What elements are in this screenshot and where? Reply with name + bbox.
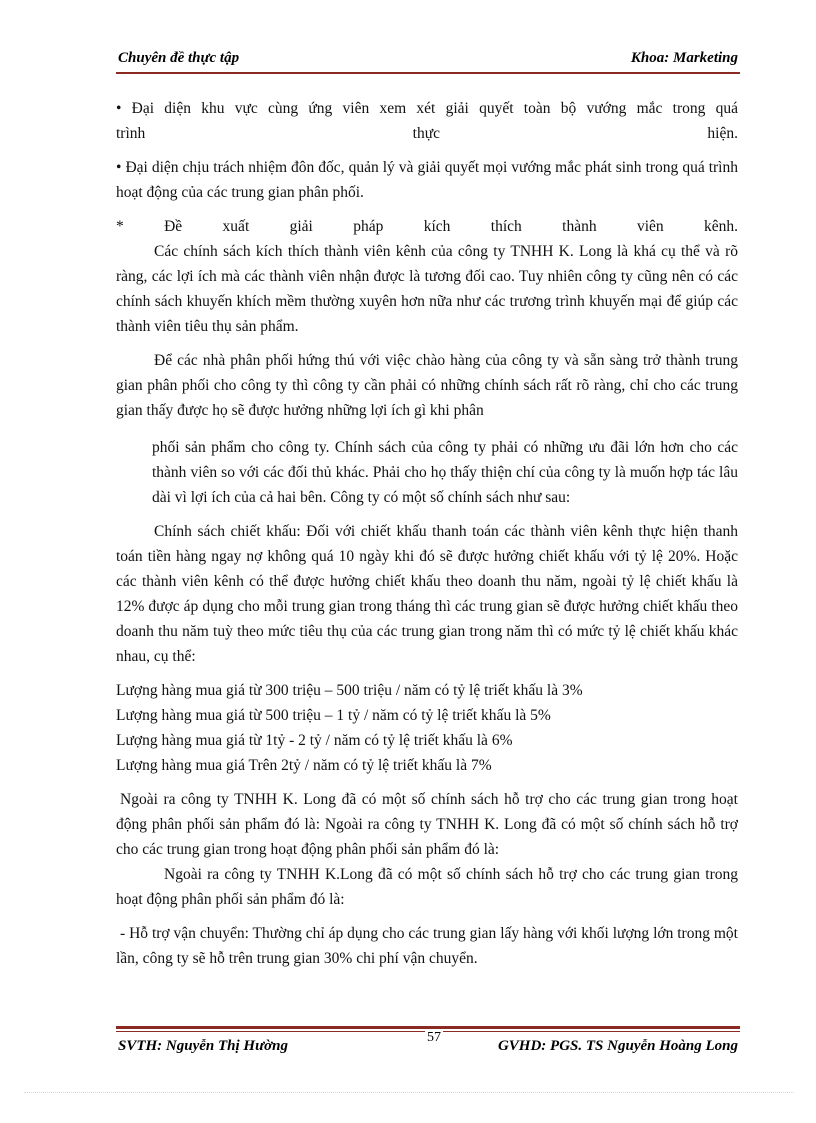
list-item: Lượng hàng mua giá từ 300 triệu – 500 triệu / năm có tỷ lệ triết khấu là 3% [116, 682, 583, 699]
page-bottom-divider [24, 1092, 794, 1093]
list-item: Lượng hàng mua giá từ 1tỷ - 2 tỷ / năm có tỷ lệ triết khấu là 6% [116, 732, 513, 749]
bullet-1-line-2: trình thực hiện. [116, 125, 738, 142]
list-item: Lượng hàng mua giá Trên 2tỷ / năm có tỷ lệ triết khấu là 7% [116, 757, 492, 774]
footer-student: SVTH: Nguyễn Thị Hường [118, 1038, 288, 1054]
section-heading: * Đề xuất giải pháp kích thích thành viên kênh. [116, 218, 738, 235]
bullet-2: • Đại diện chịu trách nhiệm đôn đốc, quản lý và giải quyết mọi vướng mắc phát sinh trong quá trình hoạt động của các trung gian phân phối. [116, 159, 738, 201]
bullet-1-line-1: • Đại diện khu vực cùng ứng viên xem xét giải quyết toàn bộ vướng mắc trong quá [116, 100, 738, 117]
footer-rule-thick [116, 1026, 740, 1029]
paragraph-5: Ngoài ra công ty TNHH K. Long đã có một số chính sách hỗ trợ cho các trung gian trong hoạt động phân phối sản phẩm đó là: Ngoài ra công ty TNHH K. Long đã có một số chính sách hỗ trợ cho các trung gian trong hoạt động phân phối sản phẩm đó là: [116, 791, 738, 858]
paragraph-4: Chính sách chiết khấu: Đối với chiết khấu thanh toán các thành viên kênh thực hiện thanh toán tiền hàng ngay nợ không quá 10 ngày khi đó sẽ được hưởng chiết khấu với tỷ lệ 20%. Hoặc các thành viên kênh có thể được hưởng chiết khấu theo doanh thu năm, ngoài tỷ lệ chiết khấu là 12% được áp dụng cho mỗi trung gian trong tháng thì các trung gian sẽ được hưởng chiết khấu theo doanh thu năm tuỳ theo mức tiêu thụ của các trung gian trong năm thì có mức tỷ lệ chiết khấu khác nhau, cụ thể: [116, 523, 738, 665]
page-number: 57 [427, 1030, 441, 1045]
paragraph-6: Ngoài ra công ty TNHH K.Long đã có một số chính sách hỗ trợ cho các trung gian trong hoạt động phân phối sản phẩm đó là: [116, 866, 738, 908]
page-header [116, 50, 738, 70]
list-item: Lượng hàng mua giá từ 500 triệu – 1 tỷ / năm có tỷ lệ triết khấu là 5% [116, 707, 551, 724]
discount-list [116, 678, 738, 778]
page-footer [116, 1036, 738, 1058]
header-right-title: Khoa: Marketing [630, 50, 738, 66]
paragraph-3: phối sản phẩm cho công ty. Chính sách của công ty phải có những ưu đãi lớn hơn cho các thành viên so với các đối thủ khác. Phải cho họ thấy thiện chí của công ty là muốn hợp tác lâu dài vì lợi ích của cả hai bên. Công ty có một số chính sách như sau: [152, 439, 738, 506]
paragraph-2: Để các nhà phân phối hứng thú với việc chào hàng của công ty và sẵn sàng trở thành trung gian phân phối cho công ty thì công ty cần phải có những chính sách rất rõ ràng, chỉ cho các trung gian thấy được họ sẽ được hưởng những lợi ích gì khi phân [116, 352, 738, 419]
footer-advisor: GVHD: PGS. TS Nguyễn Hoàng Long [497, 1038, 738, 1054]
paragraph-7: - Hỗ trợ vận chuyển: Thường chỉ áp dụng cho các trung gian lấy hàng với khối lượng lớn trong một lần, công ty sẽ hỗ trên trung gian 30% chi phí vận chuyển. [116, 925, 738, 967]
header-rule [116, 72, 740, 74]
document-body [116, 96, 738, 971]
paragraph-1: Các chính sách kích thích thành viên kênh của công ty TNHH K. Long là khá cụ thể và rõ ràng, các lợi ích mà các thành viên nhận được là tương đối cao. Tuy nhiên công ty cũng nên có các chính sách khuyến khích mềm thường xuyên hơn nữa như các trương trình khuyến mại để giúp các thành viên tiêu thụ sản phẩm. [116, 243, 738, 335]
header-left-title: Chuyên đề thực tập [118, 50, 240, 66]
